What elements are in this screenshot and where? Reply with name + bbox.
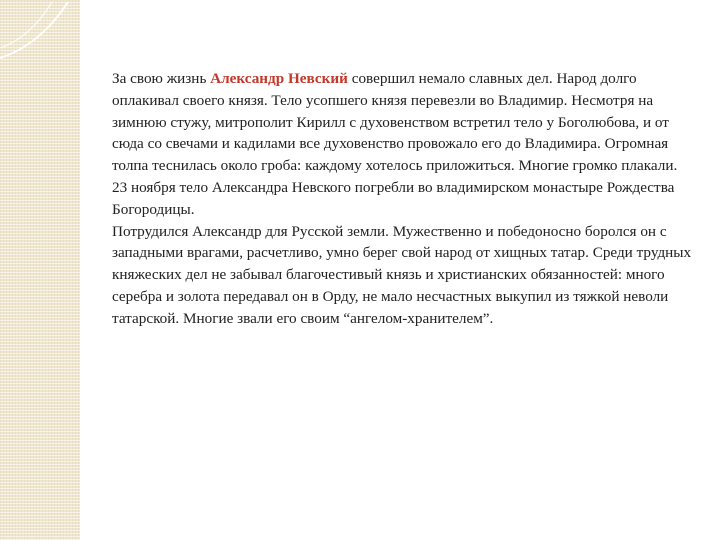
main-text-block xyxy=(112,68,692,330)
highlighted-name: Александр Невский xyxy=(210,70,348,87)
paragraph-1-start: За свою жизнь xyxy=(112,70,211,87)
paragraph-1 xyxy=(112,68,692,221)
paragraph-2: Потрудился Александр для Русской земли. Мужественно и победоносно боролся он с западными врагами, расчетливо, умно берег свой народ от хищных татар. Среди трудных княжеских дел не забывал благочестивый князь и христианских обязанностей: много серебра и золота передавал он в Орду, не мало несчастных выкупил из тяжкой неволи татарской. Многие звали его своим “ангелом-хранителем”. xyxy=(112,222,692,327)
decorative-side-panel xyxy=(0,0,80,540)
paragraph-1-rest: совершил немало славных дел. Народ долго оплакивал своего князя. Тело усопшего князя перевезли во Владимир. Несмотря на зимнюю стужу, митрополит Кирилл с духовенством встретил тело у Боголюбова, и от сюда со свечами и кадилами все духовенство провожало его до Владимира. Огромная толпа теснилась около гроба: каждому хотелось приложиться. Многие громко плакали. 23 ноября тело Александра Невского погребли во владимирском монастыре Рождества Богородицы. xyxy=(112,70,678,218)
decorative-arc-icon xyxy=(0,0,80,60)
